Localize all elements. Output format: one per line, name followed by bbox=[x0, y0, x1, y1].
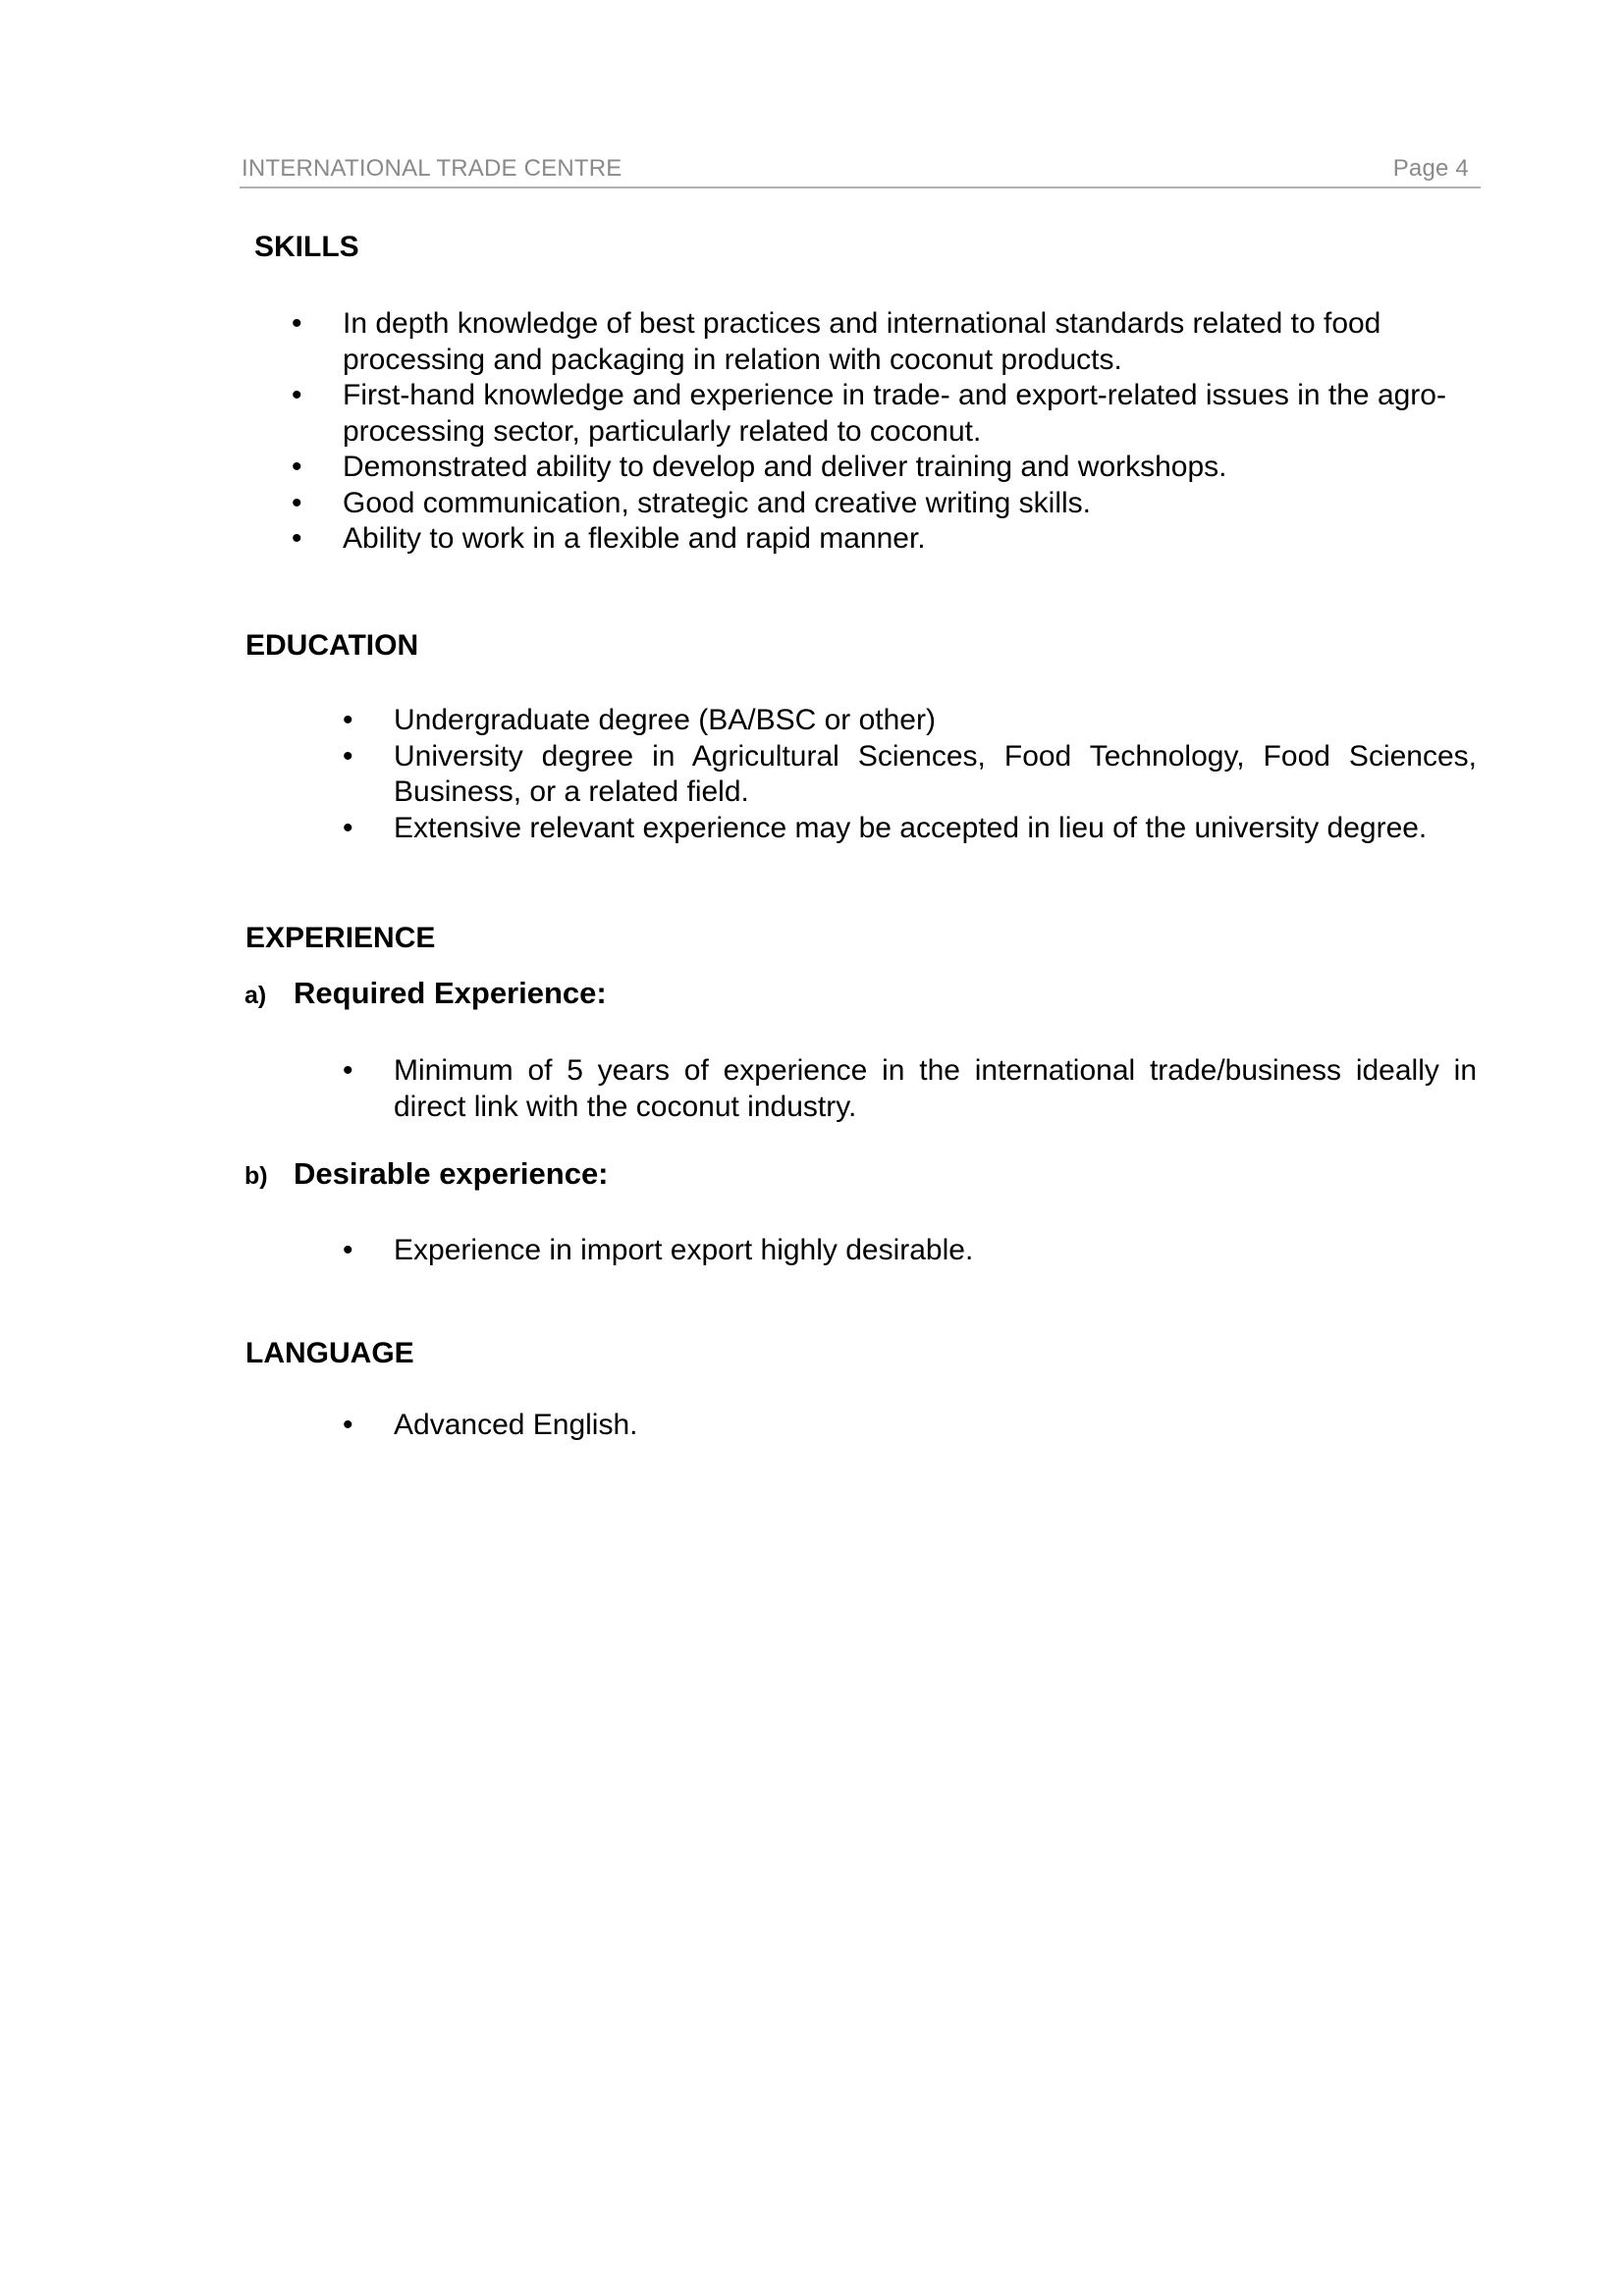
skills-item-text: Good communication, strategic and creative writing skills. bbox=[343, 486, 1091, 519]
list-item bbox=[343, 1408, 1477, 1444]
required-experience-list bbox=[343, 1053, 1477, 1125]
desirable-experience-list bbox=[343, 1233, 1477, 1269]
experience-heading: EXPERIENCE bbox=[245, 922, 436, 954]
header-page-number: Page 4 bbox=[1392, 155, 1469, 182]
required-experience-subheading bbox=[244, 976, 607, 1017]
skills-list bbox=[292, 306, 1481, 558]
bullet-icon: • bbox=[343, 1234, 353, 1266]
required-experience-title: Required Experience: bbox=[294, 976, 607, 1010]
skills-heading: SKILLS bbox=[254, 231, 359, 263]
skills-item-text: First-hand knowledge and experience in trade- and export-related issues in the agro-processing sector, particularly related to coconut. bbox=[343, 379, 1446, 448]
language-heading: LANGUAGE bbox=[245, 1337, 414, 1369]
desirable-experience-subheading bbox=[244, 1156, 609, 1198]
list-item bbox=[292, 306, 1481, 378]
bullet-icon: • bbox=[292, 522, 302, 555]
desirable-experience-marker: b) bbox=[244, 1162, 268, 1190]
bullet-icon: • bbox=[292, 379, 302, 411]
list-item bbox=[292, 486, 1481, 522]
list-item bbox=[343, 703, 1477, 739]
education-list bbox=[343, 703, 1477, 846]
skills-item-text: Ability to work in a flexible and rapid manner. bbox=[343, 522, 926, 555]
bullet-icon: • bbox=[343, 704, 353, 736]
desirable-experience-title: Desirable experience: bbox=[294, 1156, 609, 1191]
education-item-text: University degree in Agricultural Sciences, Food Technology, Food Sciences, Business, or a related field. bbox=[394, 739, 1477, 808]
language-item-text: Advanced English. bbox=[394, 1409, 638, 1441]
bullet-icon: • bbox=[343, 1409, 353, 1441]
bullet-icon: • bbox=[292, 307, 302, 340]
bullet-icon: • bbox=[292, 486, 302, 519]
language-list bbox=[343, 1408, 1477, 1444]
desirable-experience-item-text: Experience in import export highly desirable. bbox=[394, 1234, 974, 1266]
required-experience-marker: a) bbox=[244, 982, 267, 1009]
list-item bbox=[292, 521, 1481, 558]
list-item bbox=[343, 1233, 1477, 1269]
list-item bbox=[292, 450, 1481, 486]
bullet-icon: • bbox=[292, 451, 302, 483]
page-header bbox=[240, 155, 1481, 188]
list-item bbox=[343, 811, 1477, 847]
list-item bbox=[343, 1053, 1477, 1125]
bullet-icon: • bbox=[343, 811, 353, 844]
required-experience-item-text: Minimum of 5 years of experience in the international trade/business ideally in direct link with the coconut industry. bbox=[394, 1054, 1477, 1123]
header-organization: INTERNATIONAL TRADE CENTRE bbox=[242, 155, 622, 182]
list-item bbox=[343, 739, 1477, 811]
skills-item-text: In depth knowledge of best practices and international standards related to food processing and packaging in relation with coconut products. bbox=[343, 307, 1381, 376]
bullet-icon: • bbox=[343, 1054, 353, 1087]
list-item bbox=[292, 378, 1481, 450]
education-item-text: Undergraduate degree (BA/BSC or other) bbox=[394, 704, 936, 736]
education-item-text: Extensive relevant experience may be accepted in lieu of the university degree. bbox=[394, 811, 1428, 844]
skills-item-text: Demonstrated ability to develop and deliver training and workshops. bbox=[343, 451, 1227, 483]
bullet-icon: • bbox=[343, 739, 353, 773]
education-heading: EDUCATION bbox=[245, 629, 419, 662]
